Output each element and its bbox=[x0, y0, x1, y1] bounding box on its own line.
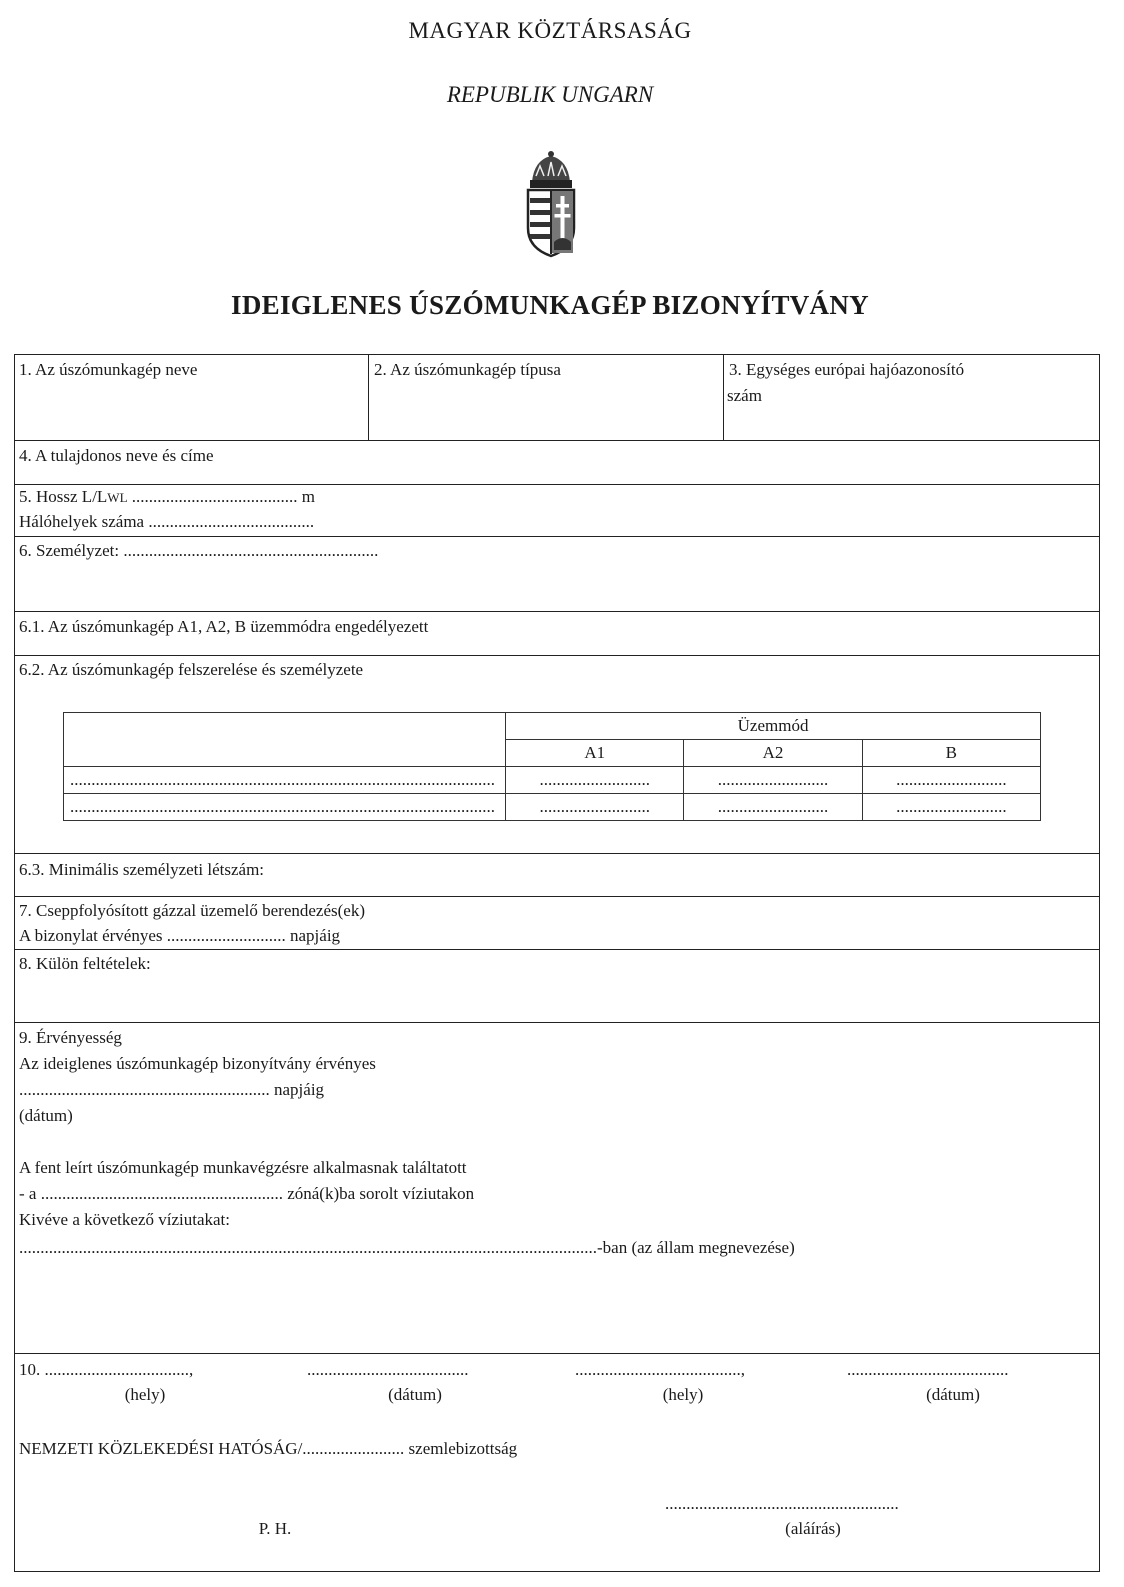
table-cell: .......................... bbox=[862, 767, 1040, 794]
mode-table-header: Üzemmód bbox=[506, 713, 1041, 740]
row-divider bbox=[15, 896, 1099, 897]
field-9-exceptions: Kivéve a következő víziutakat: bbox=[19, 1210, 230, 1229]
field-9-validity: 9. Érvényesség bbox=[19, 1028, 122, 1047]
row-divider bbox=[15, 440, 1099, 441]
certificate-form bbox=[14, 354, 1100, 1572]
signature-label: (aláírás) bbox=[785, 1519, 841, 1538]
row-divider bbox=[15, 1353, 1099, 1354]
mode-table-blank-header bbox=[64, 713, 506, 767]
table-cell: .................................................................................................... bbox=[64, 794, 506, 821]
field-5-length: 5. Hossz L/LWL ....................................... m bbox=[19, 487, 315, 506]
table-cell: .......................... bbox=[506, 767, 684, 794]
mode-column-a2: A2 bbox=[684, 740, 862, 767]
label-place-2: (hely) bbox=[662, 1385, 704, 1404]
field-9-fitness-statement: A fent leírt úszómunkagép munkavégzésre alkalmasnak találtatott bbox=[19, 1158, 467, 1177]
field-9-zones: - a ......................................................... zóná(k)ba sorolt víziutakon bbox=[19, 1184, 475, 1203]
field-6-crew: 6. Személyzet: ............................................................ bbox=[19, 541, 379, 560]
table-cell: .......................... bbox=[862, 794, 1040, 821]
document-title: IDEIGLENES ÚSZÓMUNKAGÉP BIZONYÍTVÁNY bbox=[231, 290, 869, 320]
field-10-date-1: ...................................... bbox=[307, 1360, 469, 1379]
row-divider bbox=[15, 853, 1099, 854]
field-4-owner: 4. A tulajdonos neve és címe bbox=[19, 446, 214, 465]
field-10-date-2: ...................................... bbox=[847, 1360, 1009, 1379]
field-9-date-label: (dátum) bbox=[19, 1106, 73, 1125]
label-date-1: (dátum) bbox=[388, 1385, 442, 1404]
country-name-hungarian: MAGYAR KÖZTÁRSASÁG bbox=[408, 18, 692, 43]
mode-column-a1: A1 bbox=[506, 740, 684, 767]
coat-of-arms-icon bbox=[518, 150, 584, 260]
field-9-valid-until: ........................................................... napjáig bbox=[19, 1080, 325, 1099]
row-divider bbox=[15, 1022, 1099, 1023]
field-3-european-id-line2: szám bbox=[727, 386, 762, 405]
field-9-valid-text: Az ideiglenes úszómunkagép bizonyítvány érvényes bbox=[19, 1054, 376, 1073]
label-date-2: (dátum) bbox=[926, 1385, 980, 1404]
stamp-label: P. H. bbox=[258, 1519, 292, 1538]
label-place-1: (hely) bbox=[124, 1385, 166, 1404]
row-divider bbox=[15, 949, 1099, 950]
column-divider bbox=[368, 355, 369, 440]
field-2-vessel-type: 2. Az úszómunkagép típusa bbox=[374, 360, 561, 379]
field-10-place-1: 10. .................................., bbox=[19, 1360, 194, 1379]
row-divider bbox=[15, 611, 1099, 612]
mode-column-b: B bbox=[862, 740, 1040, 767]
field-6-3-min-crew: 6.3. Minimális személyzeti létszám: bbox=[19, 860, 265, 879]
field-8-special-conditions: 8. Külön feltételek: bbox=[19, 954, 151, 973]
field-3-european-id-line1: 3. Egységes európai hajóazonosító bbox=[729, 360, 965, 379]
column-divider bbox=[723, 355, 724, 440]
row-divider bbox=[15, 484, 1099, 485]
row-divider bbox=[15, 655, 1099, 656]
field-10-place-2: ......................................., bbox=[575, 1360, 745, 1379]
field-9-state-name: ........................................................................................................................................-ban (az állam megnevezése) bbox=[19, 1238, 795, 1257]
authority-line: NEMZETI KÖZLEKEDÉSI HATÓSÁG/........................ szemlebizottság bbox=[19, 1439, 518, 1458]
table-cell: .......................... bbox=[506, 794, 684, 821]
table-cell: .......................... bbox=[684, 767, 862, 794]
table-cell: .................................................................................................... bbox=[64, 767, 506, 794]
table-cell: .......................... bbox=[684, 794, 862, 821]
field-1-vessel-name: 1. Az úszómunkagép neve bbox=[19, 360, 198, 379]
field-6-1-modes: 6.1. Az úszómunkagép A1, A2, B üzemmódra engedélyezett bbox=[19, 617, 429, 636]
field-7-valid-until: A bizonylat érvényes ............................ napjáig bbox=[19, 926, 341, 945]
field-7-lpg-installation: 7. Cseppfolyósított gázzal üzemelő berendezés(ek) bbox=[19, 901, 366, 920]
country-name-german: REPUBLIK UNGARN bbox=[446, 82, 654, 107]
row-divider bbox=[15, 536, 1099, 537]
field-5-berths: Hálóhelyek száma ....................................... bbox=[19, 512, 315, 531]
mode-table bbox=[63, 712, 1041, 821]
signature-line: ....................................................... bbox=[665, 1494, 899, 1513]
field-6-2-equipment: 6.2. Az úszómunkagép felszerelése és személyzete bbox=[19, 660, 364, 679]
